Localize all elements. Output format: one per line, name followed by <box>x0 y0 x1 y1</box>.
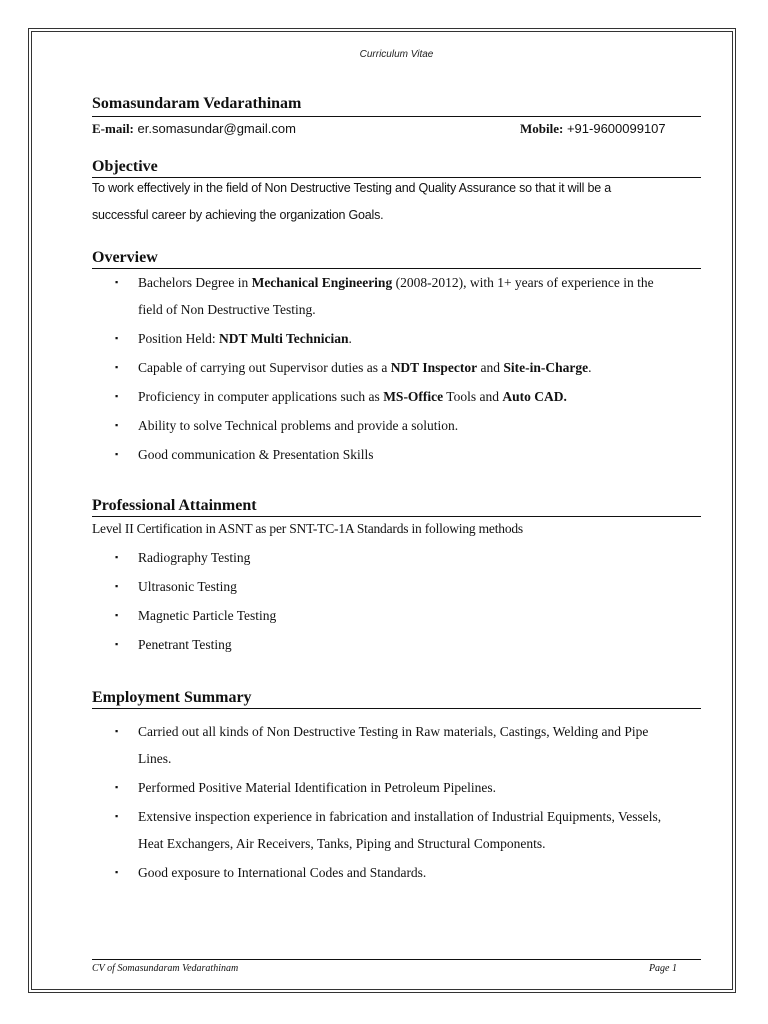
mobile-label: Mobile: <box>520 121 564 136</box>
item-bold-text: MS-Office <box>383 389 444 404</box>
item-text: Good communication & Presentation Skills <box>138 447 374 462</box>
item-text: (2008-2012), with 1+ years of experience in the field of Non Destructive Testing. <box>138 275 654 317</box>
item-text: Carried out all kinds of Non Destructive Testing in Raw materials, Castings, Welding and Pipe Lines. <box>138 724 649 766</box>
attainment-intro: Level II Certification in ASNT as per SNT-TC-1A Standards in following methods <box>92 521 523 536</box>
employment-list <box>92 718 701 888</box>
bullet-icon: ▪ <box>115 811 119 821</box>
item-text: Capable of carrying out Supervisor duties as a <box>138 360 391 375</box>
item-text: Bachelors Degree in <box>138 275 252 290</box>
overview-item <box>92 383 701 410</box>
item-text: Performed Positive Material Identification in Petroleum Pipelines. <box>138 780 497 795</box>
section-title-employment: Employment Summary <box>92 689 701 709</box>
objective-line-1: To work effectively in the field of Non Destructive Testing and Quality Assurance so that it will be a <box>92 181 611 195</box>
bullet-icon: ▪ <box>115 552 119 562</box>
employment-item <box>92 803 701 857</box>
item-text: Proficiency in computer applications such as <box>138 389 384 404</box>
email-label: E-mail: <box>92 121 134 136</box>
attainment-list <box>92 544 701 660</box>
bullet-icon: ▪ <box>115 782 119 792</box>
section-title-overview: Overview <box>92 249 701 269</box>
item-text: Good exposure to International Codes and Standards. <box>138 865 427 880</box>
overview-list <box>92 269 701 470</box>
attainment-item <box>92 544 701 571</box>
item-bold-text: Auto CAD. <box>502 389 567 404</box>
bullet-icon: ▪ <box>115 610 119 620</box>
item-bold-text: NDT Multi Technician <box>219 331 349 346</box>
overview-item <box>92 441 701 468</box>
person-name: Somasundaram Vedarathinam <box>92 95 302 112</box>
item-text: Penetrant Testing <box>138 637 232 652</box>
email-field <box>92 121 296 137</box>
email-value[interactable]: er.somasundar@gmail.com <box>137 121 296 136</box>
item-text: Radiography Testing <box>138 550 251 565</box>
bullet-icon: ▪ <box>115 449 119 459</box>
page-header: Curriculum Vitae <box>359 49 434 60</box>
item-text: Extensive inspection experience in fabrication and installation of Industrial Equipments, Vessels, Heat Exchangers, Air Receivers, Tanks, Piping and Structural Components. <box>138 809 662 851</box>
bullet-icon: ▪ <box>115 867 119 877</box>
overview-item <box>92 354 701 381</box>
bullet-icon: ▪ <box>115 333 119 343</box>
item-bold-text: NDT Inspector <box>390 360 478 375</box>
overview-item <box>92 325 701 352</box>
attainment-item <box>92 631 701 658</box>
employment-item <box>92 718 701 772</box>
item-text: Magnetic Particle Testing <box>138 608 277 623</box>
overview-item <box>92 269 701 323</box>
mobile-value: +91-9600099107 <box>566 121 666 136</box>
bullet-icon: ▪ <box>115 726 119 736</box>
bullet-icon: ▪ <box>115 277 119 287</box>
employment-item <box>92 859 701 886</box>
bullet-icon: ▪ <box>115 362 119 372</box>
objective-line-2: successful career by achieving the organization Goals. <box>92 208 384 222</box>
bullet-icon: ▪ <box>115 391 119 401</box>
mobile-field <box>520 121 666 137</box>
employment-item <box>92 774 701 801</box>
bullet-icon: ▪ <box>115 639 119 649</box>
page-footer <box>92 959 701 974</box>
item-text: and <box>477 360 504 375</box>
item-text: Position Held: <box>138 331 220 346</box>
item-text: Ability to solve Technical problems and provide a solution. <box>138 418 459 433</box>
bullet-icon: ▪ <box>115 581 119 591</box>
item-text: . <box>348 331 352 346</box>
item-bold-text: Mechanical Engineering <box>251 275 393 290</box>
item-bold-text: Site-in-Charge <box>503 360 589 375</box>
footer-page-number: Page 1 <box>648 963 677 974</box>
bullet-icon: ▪ <box>115 420 119 430</box>
overview-item <box>92 412 701 439</box>
contact-line <box>92 116 701 138</box>
footer-cv-name: CV of Somasundaram Vedarathinam <box>92 963 239 974</box>
section-title-objective: Objective <box>92 158 701 178</box>
item-text: Tools and <box>443 389 503 404</box>
section-title-attainment: Professional Attainment <box>92 497 701 517</box>
attainment-item <box>92 602 701 629</box>
objective-text <box>92 175 701 229</box>
attainment-item <box>92 573 701 600</box>
item-text: Ultrasonic Testing <box>138 579 237 594</box>
item-text: . <box>588 360 592 375</box>
